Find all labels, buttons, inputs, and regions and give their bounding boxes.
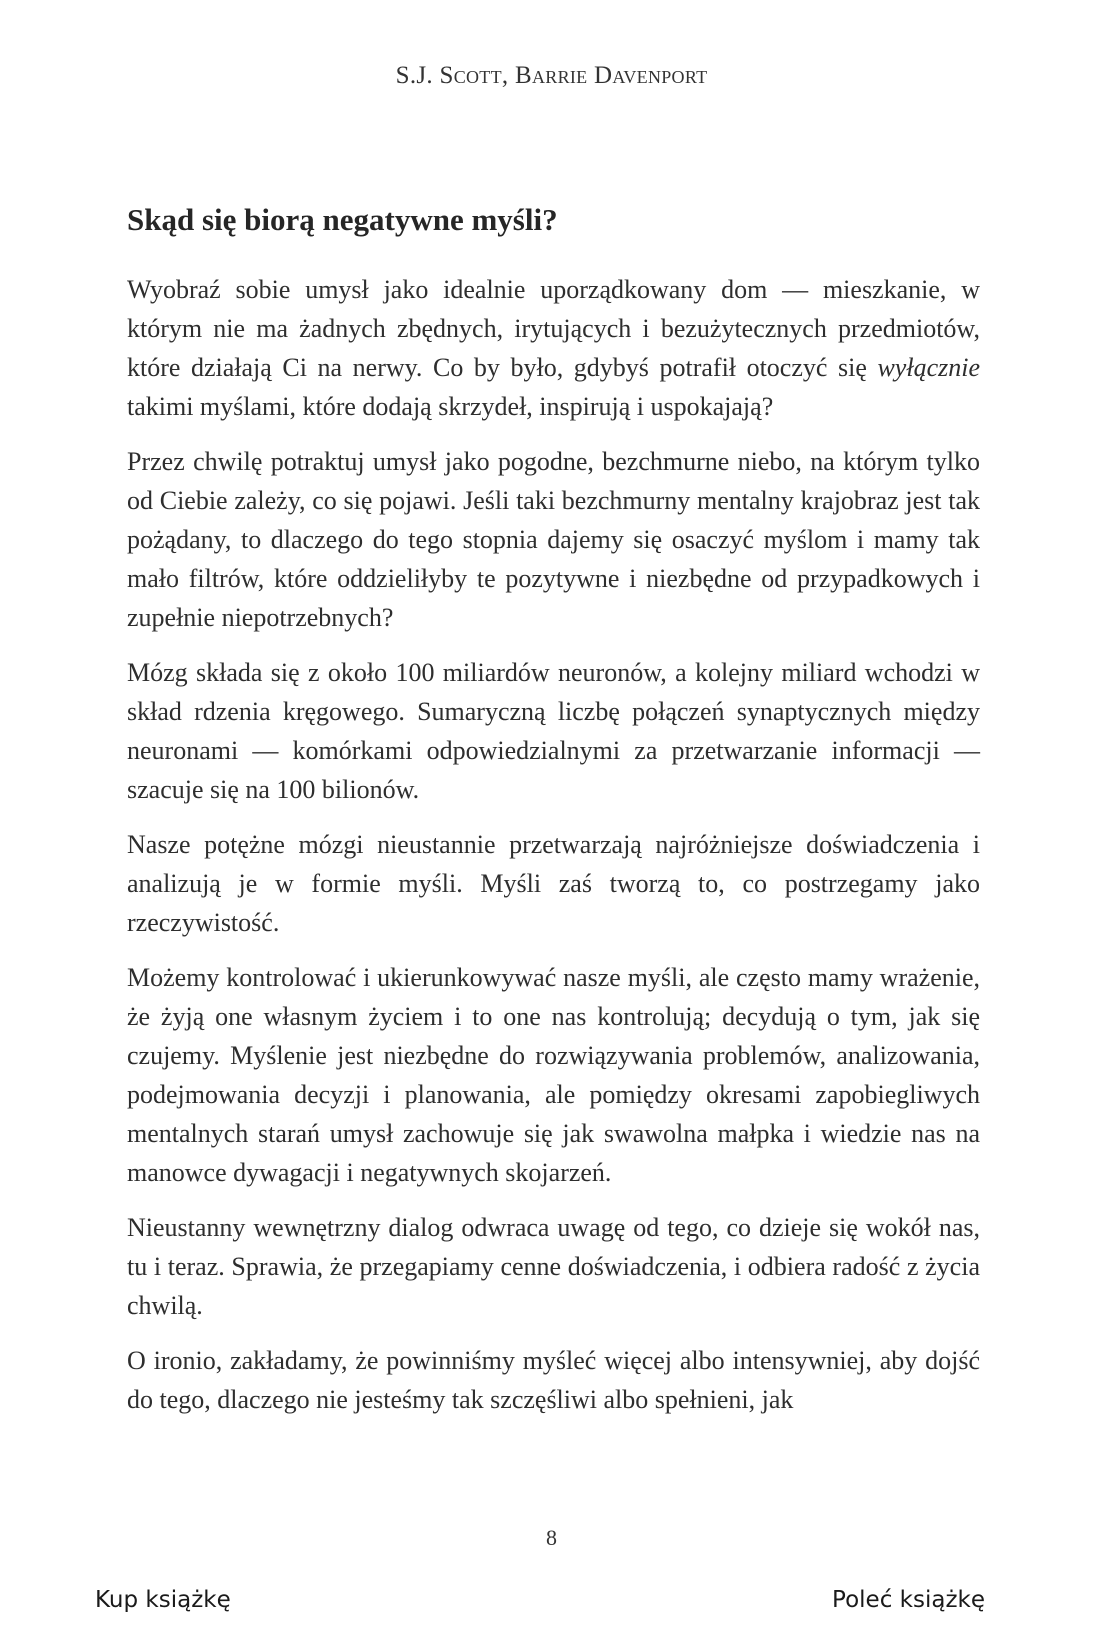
paragraph-text: Wyobraź sobie umysł jako idealnie uporządkowany dom — mieszkanie, w którym nie ma żadnych zbędnych, irytujących i bezużytecznych przedmiotów, które działają Ci na nerwy. Co by było, gdybyś potrafił otoczyć się xyxy=(127,275,980,382)
emphasized-word: wyłącznie xyxy=(877,353,980,382)
paragraph: Mózg składa się z około 100 miliardów neuronów, a kolejny miliard wchodzi w skład rdzenia kręgowego. Sumaryczną liczbę połączeń synaptycznych między neuronami — komórkami odpowiedzialnymi za przetwarzanie informacji — szacuje się na 100 bilionów. xyxy=(127,658,980,804)
running-head: S.J. Scott, Barrie Davenport xyxy=(395,62,708,89)
page-number: 8 xyxy=(546,1525,557,1550)
buy-book-link[interactable]: Kup książkę xyxy=(95,1587,231,1613)
page-content xyxy=(127,200,980,1435)
paragraph: Przez chwilę potraktuj umysł jako pogodne, bezchmurne niebo, na którym tylko od Ciebie zależy, co się pojawi. Jeśli taki bezchmurny mentalny krajobraz jest tak pożądany, to dlaczego do tego stopnia dajemy się osaczyć myślom i mamy tak mało filtrów, które oddzieliłyby te pozytywne i niezbędne od przypadkowych i zupełnie niepotrzebnych? xyxy=(127,447,980,632)
section-title: Skąd się biorą negatywne myśli? xyxy=(127,202,558,237)
paragraph: O ironio, zakładamy, że powinniśmy myśleć więcej albo intensywniej, aby dojść do tego, dlaczego nie jesteśmy tak szczęśliwi albo spełnieni, jak xyxy=(127,1346,980,1414)
paragraph: Możemy kontrolować i ukierunkowywać nasze myśli, ale często mamy wrażenie, że żyją one własnym życiem i to one nas kontrolują; decydują o tym, jak się czujemy. Myślenie jest niezbędne do rozwiązywania problemów, analizowania, podejmowania decyzji i planowania, ale pomiędzy okresami zapobiegliwych mentalnych starań umysł zachowuje się jak swawolna małpka i wiedzie nas na manowce dywagacji i negatywnych skojarzeń. xyxy=(127,963,980,1187)
paragraph: Nieustanny wewnętrzny dialog odwraca uwagę od tego, co dzieje się wokół nas, tu i teraz. Sprawia, że przegapiamy cenne doświadczenia, i odbiera radość z życia chwilą. xyxy=(127,1213,980,1320)
paragraph xyxy=(127,270,980,426)
recommend-book-link[interactable]: Poleć książkę xyxy=(832,1587,985,1613)
paragraph: Nasze potężne mózgi nieustannie przetwarzają najróżniejsze doświadczenia i analizują je w formie myśli. Myśli zaś tworzą to, co postrzegamy jako rzeczywistość. xyxy=(127,830,980,937)
paragraph-text: takimi myślami, które dodają skrzydeł, inspirują i uspokajają? xyxy=(127,392,774,421)
